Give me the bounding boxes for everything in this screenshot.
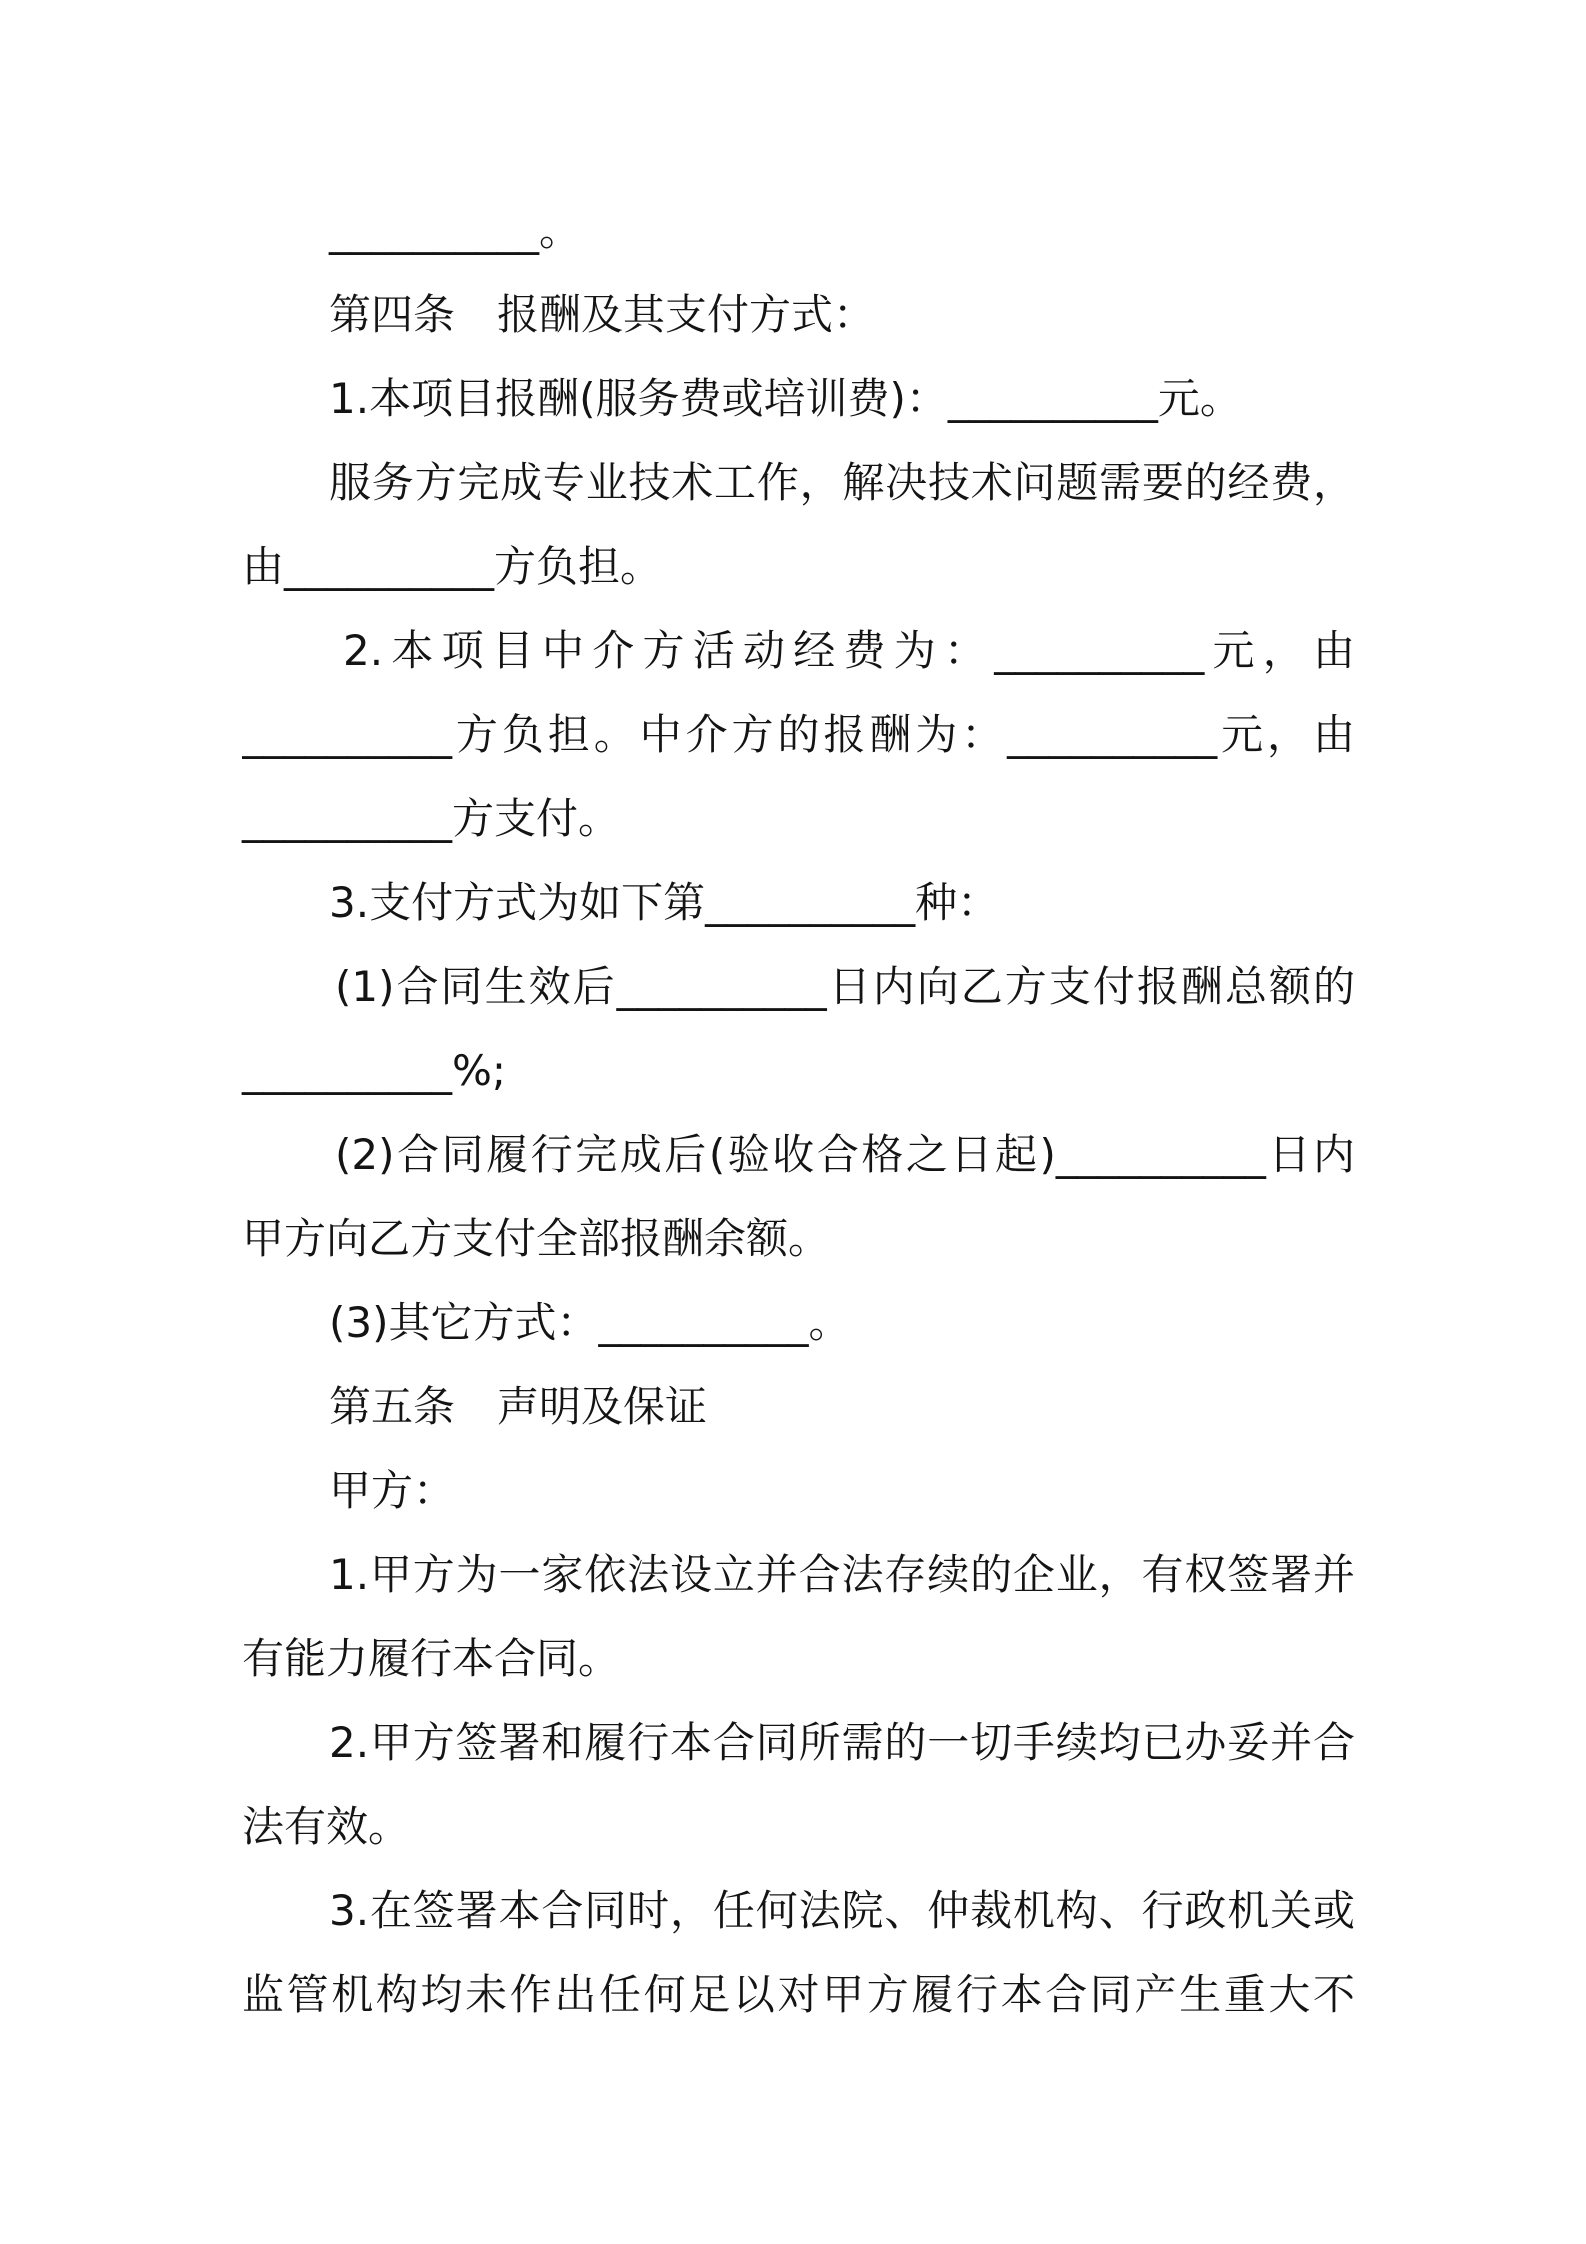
text-line: (1)合同生效后__________日内向乙方支付报酬总额的 [335,962,1355,1011]
text-line: 由__________方负担。 [242,542,663,591]
text-line: 3.支付方式为如下第__________种： [329,878,1000,927]
text-line: __________%; [242,1046,507,1095]
text-line: (2)合同履行完成后(验收合格之日起)__________日内 [335,1130,1355,1179]
party-label: 甲方： [329,1466,456,1515]
text-line: 1.本项目报酬(服务费或培训费)：__________元。 [329,374,1242,423]
text-line: __________方负担。中介方的报酬为：__________元，由 [242,710,1355,759]
text-line: 服务方完成专业技术工作，解决技术问题需要的经费， [329,458,1355,507]
text-line: 甲方向乙方支付全部报酬余额。 [242,1214,831,1263]
text-line: 2.本项目中介方活动经费为：__________元，由 [343,626,1355,675]
text-line: __________方支付。 [242,794,621,843]
text-line: 1.甲方为一家依法设立并合法存续的企业，有权签署并 [329,1550,1355,1599]
text-line: (3)其它方式：__________。 [329,1298,851,1347]
text-line: 监管机构均未作出任何足以对甲方履行本合同产生重大不 [242,1970,1355,2019]
text-line: 3.在签署本合同时，任何法院、仲裁机构、行政机关或 [329,1886,1355,1935]
text-line: __________。 [329,206,582,255]
text-line: 法有效。 [242,1802,411,1851]
text-line: 2.甲方签署和履行本合同所需的一切手续均已办妥并合 [329,1718,1355,1767]
text-line: 有能力履行本合同。 [242,1634,621,1683]
article-heading: 第四条 报酬及其支付方式： [329,290,876,339]
article-heading: 第五条 声明及保证 [329,1382,708,1431]
